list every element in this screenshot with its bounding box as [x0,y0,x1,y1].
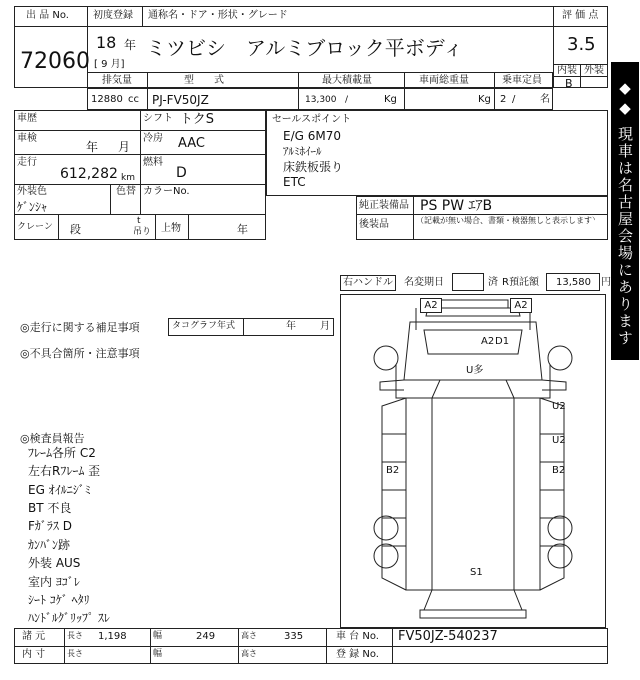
interior-height-label: 高さ [241,649,257,658]
total-weight-unit: Kg [478,94,491,105]
model-name: ミツビシ アルミブロック平ボディ [146,36,464,60]
rating-score: 3.5 [567,34,596,55]
capacity-unit: 名 [540,94,550,105]
exterior-grade-label: 外装 [584,65,604,76]
inspector-item-5: Fｶﾞﾗｽ D [28,519,72,533]
crane-stage: 段 [70,223,81,236]
displacement-unit: cc [128,94,139,105]
mark-a2-hood: A2 [481,336,495,347]
sales-points-label: セールスポイント [272,114,352,125]
total-weight-label: 車両総重量 [419,75,469,86]
interior-grade: B [565,77,573,90]
mark-a2-right: A2 [510,298,532,313]
footer-length-label: 長さ [67,631,83,640]
displacement-value: 12880 [91,94,123,105]
fuel-label: 燃料 [143,157,163,168]
rating-label: 評 価 点 [562,10,599,21]
sales-point-4: ETC [283,175,306,189]
name-change-label: 名変期日 [404,277,444,288]
inspection-month-unit: 月 [118,140,131,154]
max-load-value: 13,300 [305,95,337,105]
footer-height-label: 高さ [241,631,257,640]
max-load-separator: / [345,95,349,105]
mount-year: 年 [237,223,248,236]
name-change-box [452,273,484,291]
sales-point-2: ｱﾙﾐﾎｲｰﾙ [283,145,322,158]
model-code: PJ-FV50JZ [152,93,209,107]
footer-height: 335 [284,631,304,642]
capacity-label: 乗車定員 [502,75,542,86]
crane-label: クレーン [17,222,53,232]
oem-equipment-label: 純正装備品 [359,200,409,211]
ac-value: AAC [178,136,205,151]
footer-width-label: 幅 [153,631,163,641]
shift-value: トクS [180,112,214,127]
footer-width: 249 [196,631,216,642]
model-name-label: 通称名・ドア・形状・グレード [148,10,288,21]
mark-a2-left: A2 [420,298,442,313]
lot-no-label: 出 品 No. [26,10,69,21]
registration-month: [ 9 月] [94,59,125,70]
inspector-item-1: ﾌﾚｰﾑ各所 C2 [28,446,96,460]
vehicle-damage-diagram [340,294,606,628]
first-registration-label: 初度登録 [93,10,133,21]
tachograph-label: タコグラフ年式 [172,321,236,331]
color-value: ｹﾞﾝｼｬ [17,200,48,214]
chassis-no: FV50JZ-540237 [398,629,498,644]
mark-u2-mid: U2 [552,435,566,446]
interior-grade-label: 内装 [557,65,577,76]
mileage-value: 612,282 [60,166,118,182]
oem-equipment: PS PW ｴｱB [420,198,493,214]
mount-label: 上物 [161,223,181,234]
inspector-item-7: 外装 AUS [28,556,81,570]
footer-length: 1,198 [98,631,127,642]
inspector-item-6: ｶﾝﾊﾞﾝ跡 [28,538,71,552]
registered-label: 済 [488,277,498,288]
interior-width-label: 幅 [153,649,163,659]
sales-point-1: E/G 6M70 [283,129,341,143]
color-code-label: カラーNo. [143,186,190,197]
color-label: 外装色 [17,186,47,197]
max-load-label: 最大積載量 [322,75,372,86]
chassis-no-label: 車 台 No. [336,631,379,642]
mark-s1: S1 [470,567,483,578]
inspector-report-label: ◎検査員報告 [20,432,85,445]
recycle-deposit-unit: 円 [601,277,611,288]
tachograph-month: 月 [320,321,330,332]
capacity-value: 2 [500,94,507,105]
aftermarket-note: （記載が無い場合、書類・検器無しと表示します） [416,216,600,225]
driving-notes-label: ◎走行に関する補足事項 [20,321,140,334]
recycle-deposit-label: R預託額 [502,277,539,288]
interior-length-label: 長さ [67,649,83,658]
defects-label: ◎不具合箇所・注意事項 [20,347,140,360]
max-load-unit: Kg [384,94,397,105]
lot-number: 72060 [20,49,90,74]
registration-year: 18 [96,33,117,52]
mileage-label: 走行 [17,157,37,168]
fuel-value: D [176,165,187,181]
crane-ton: t [137,216,141,226]
inspector-item-10: ﾊﾝﾄﾞﾙｸﾞﾘｯﾌﾟ ｽﾚ [28,611,110,625]
sales-point-3: 床鉄板張り [283,160,344,174]
crane-lift: 吊り [133,227,152,237]
mark-b2-right: B2 [552,465,566,476]
steering-value: 右ハンドル [343,277,393,288]
inspection-year-unit: 年 [86,140,99,154]
inspection-label: 車検 [17,133,37,144]
registration-no-label: 登 録 No. [336,649,379,660]
mark-u2-top: U2 [552,401,566,412]
capacity-separator: / [512,94,516,105]
tachograph-year: 年 [286,321,296,332]
recycle-deposit-amount: 13,580 [556,277,591,288]
mark-b2-left: B2 [386,465,400,476]
history-label: 車歴 [17,113,37,124]
inspector-item-3: EG ｵｲﾙﾆｼﾞﾐ [28,483,91,497]
model-code-label: 型 式 [184,75,224,86]
registration-year-unit: 年 [124,38,137,52]
inspector-item-8: 室内 ﾖｺﾞﾚ [28,575,80,589]
footer-specs-label: 諸 元 [22,631,46,642]
ac-label: 冷房 [143,133,163,144]
color-change-label: 色替 [116,186,136,197]
inspector-item-9: ｼｰﾄ ｺｹﾞ ﾍﾀﾘ [28,593,90,607]
aftermarket-label: 後装品 [359,219,389,230]
mark-u-many: U多 [466,365,484,376]
inspector-item-4: BT 不良 [28,501,72,515]
mileage-unit: km [121,173,135,183]
interior-dim-label: 内 寸 [22,649,46,660]
mark-d1: D1 [495,336,510,347]
shift-label: シフト [143,113,173,124]
inspector-item-2: 左右Rﾌﾚｰﾑ 歪 [28,464,101,478]
location-banner-text: ◆◆ 現車は名古屋会場にあります ◆◆ [588,79,634,347]
displacement-label: 排気量 [102,75,132,86]
